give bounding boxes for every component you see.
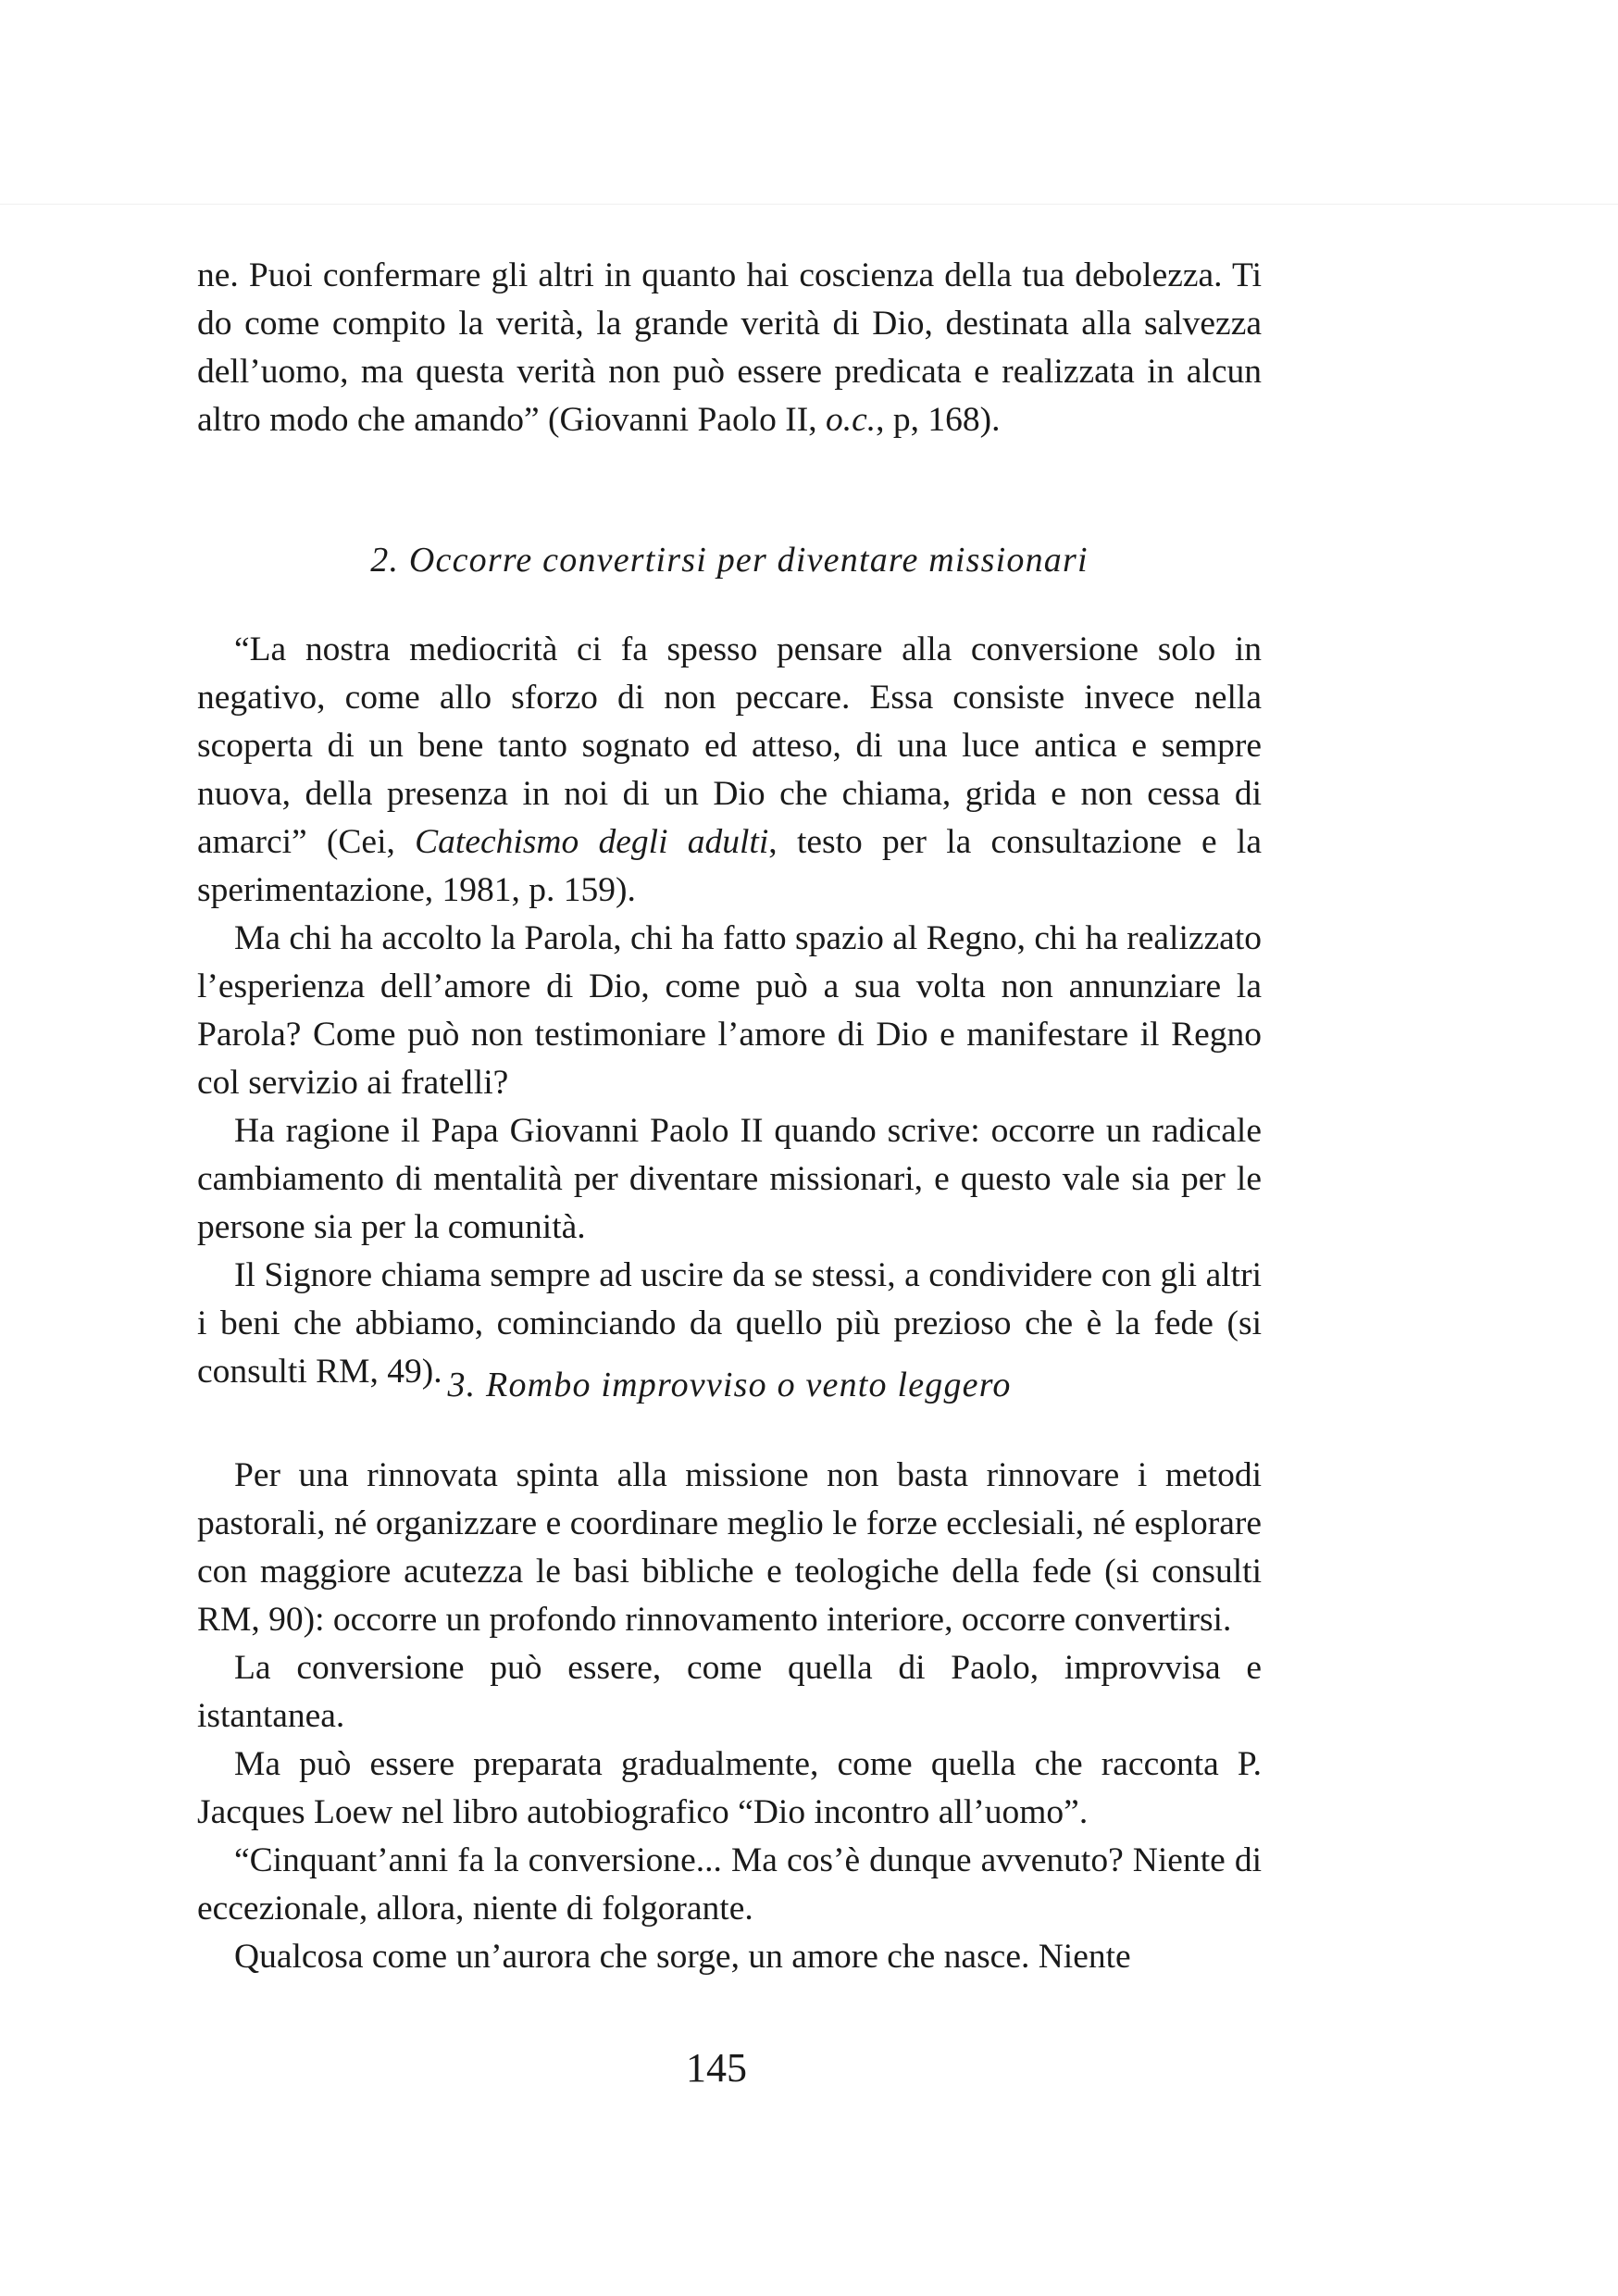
paragraph: La conversione può essere, come quella di Paolo, improvvisa e istantanea. xyxy=(197,1649,1262,1735)
section-3-body xyxy=(197,1452,1262,1981)
paragraph: Il Signore chiama sempre ad uscire da se stessi, a condividere con gli altri i beni che abbiamo, cominciando da quello più prezioso che è la fede (si consulti RM, 49). xyxy=(197,1256,1262,1391)
section-heading-2: 2. Occorre convertirsi per diventare missionari xyxy=(370,541,1089,580)
paragraph: “Cinquant’anni fa la conversione... Ma cos’è dunque avvenuto? Niente di eccezionale, allora, niente di folgorante. xyxy=(197,1841,1262,1928)
continuation-section xyxy=(197,252,1262,444)
italic-book-title: Catechismo degli adulti xyxy=(415,823,769,861)
paragraph: Ma chi ha accolto la Parola, chi ha fatto spazio al Regno, chi ha realizzato l’esperienza dell’amore di Dio, come può a sua volta non annunziare la Parola? Come può non testimoniare l’amore di Dio e manifestare il Regno col servizio ai fratelli? xyxy=(197,919,1262,1102)
paragraph-text: , testo per la consultazione e la sperimentazione, 1981, p. 159). xyxy=(197,823,1262,909)
paragraph: Ha ragione il Papa Giovanni Paolo II quando scrive: occorre un radicale cambiamento di mentalità per diventare missionari, e questo vale sia per le persone sia per la comunità. xyxy=(197,1112,1262,1246)
paragraph-text: “La nostra mediocrità ci fa spesso pensare alla conversione solo in negativo, come allo sforzo di non peccare. Essa consiste invece nella scoperta di un bene tanto sognato ed atteso, di una luce antica e sempre nuova, della presenza in noi di un Dio che chiama, grida e non cessa di amarci” (Cei, xyxy=(197,630,1262,861)
page-number: 145 xyxy=(686,2045,747,2090)
paragraph: Per una rinnovata spinta alla missione non basta rinnovare i metodi pastorali, né organizzare e coordinare meglio le forze ecclesiali, né esplorare con maggiore acutezza le basi bibliche e teologiche della fede (si consulti RM, 90): occorre un profondo rinnovamento interiore, occorre convertirsi. xyxy=(197,1456,1262,1639)
continuation-paragraph xyxy=(197,252,1262,444)
section-heading-3: 3. Rombo improvviso o vento leggero xyxy=(447,1366,1012,1404)
paragraph xyxy=(197,626,1262,915)
paragraph: Qualcosa come un’aurora che sorge, un amore che nasce. Niente xyxy=(234,1938,1131,1976)
paragraph-text: ne. Puoi confermare gli altri in quanto hai coscienza della tua debolezza. Ti do come compito la verità, la grande verità di Dio, destinata alla salvezza dell’uomo, ma questa verità non può essere predicata e realizzata in alcun altro modo che amando” (Giovanni Paolo II, xyxy=(197,256,1262,439)
paragraph-text: , p, 168). xyxy=(876,401,1001,439)
italic-citation: o.c. xyxy=(825,401,877,439)
paragraph: Ma può essere preparata gradualmente, come quella che racconta P. Jacques Loew nel libro autobiografico “Dio incontro all’uomo”. xyxy=(197,1745,1262,1831)
section-2-body xyxy=(197,626,1262,1396)
scan-edge-line xyxy=(0,204,1618,205)
